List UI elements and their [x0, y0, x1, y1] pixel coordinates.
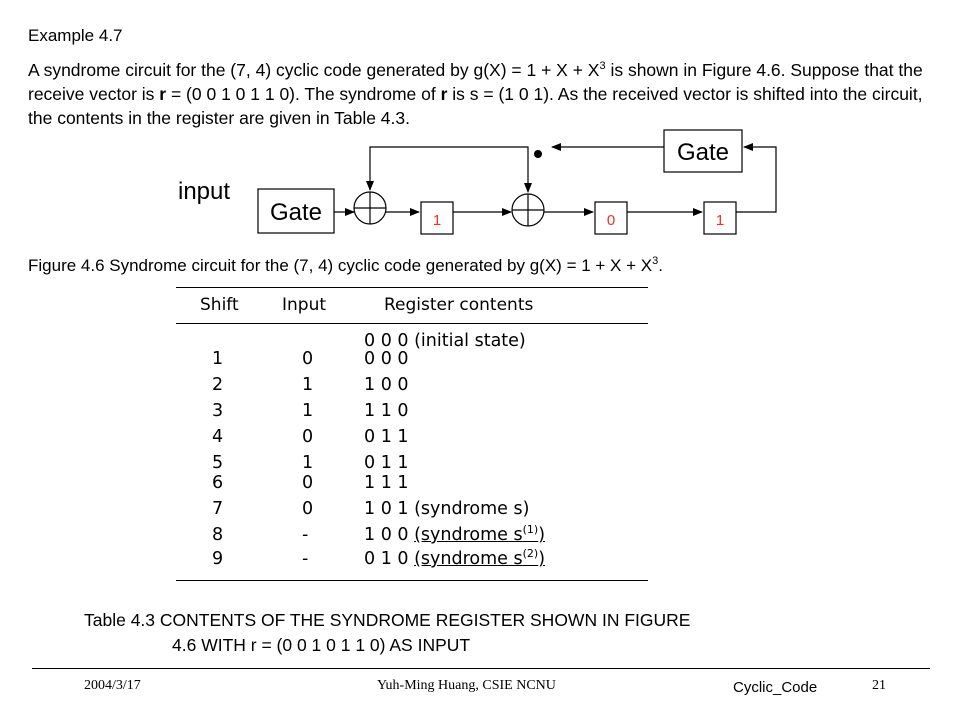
row-8-contents [364, 525, 545, 545]
table-bottom-rule [176, 580, 648, 581]
row-8-note-text: (syndrome s [414, 525, 523, 545]
row-3-shift: 3 [212, 401, 224, 421]
row-7-input: 0 [302, 499, 314, 519]
row-9-contents [364, 549, 545, 569]
footer-topic: Cyclic_Code [733, 679, 818, 696]
row-9-note-sup: (2) [522, 547, 539, 560]
row-2-shift: 2 [212, 375, 224, 395]
header-shift: Shift [200, 295, 239, 315]
row-7-shift: 7 [212, 499, 224, 519]
row-4-register-value: 0 1 1 [364, 427, 409, 447]
row-8-input: - [302, 525, 309, 545]
figure-caption-sup: 3 [652, 255, 659, 267]
figure-caption-text: Figure 4.6 Syndrome circuit for the (7, 4) cyclic code generated by g(X) = 1 + X + X [28, 256, 653, 275]
row-2-contents [364, 375, 409, 395]
row-4-shift: 4 [212, 427, 224, 447]
register-value-3: 1 [715, 212, 725, 229]
table-header-rule [176, 323, 648, 324]
footer-page-number: 21 [872, 678, 886, 693]
footer-date: 2004/3/17 [84, 678, 141, 693]
register-value-2: 0 [606, 212, 616, 229]
row-9-input: - [302, 549, 309, 569]
wire-junction-to-adder1 [370, 147, 528, 175]
row-9-note-close: ) [538, 549, 546, 569]
row-8-shift: 8 [212, 525, 224, 545]
row-2-register-value: 1 0 0 [364, 375, 409, 395]
row-5-contents [364, 453, 409, 473]
row-3-contents [364, 401, 409, 421]
initial-state: 0 0 0 (initial state) [364, 331, 526, 351]
row-1-input: 0 [302, 349, 314, 369]
row-3-register-value: 1 1 0 [364, 401, 409, 421]
row-1-shift: 1 [212, 349, 224, 369]
header-register-contents: Register contents [384, 295, 534, 315]
para-sup1: 3 [599, 60, 606, 72]
row-6-shift: 6 [212, 473, 224, 493]
row-7-contents [364, 499, 529, 519]
adder-1 [354, 192, 386, 224]
row-8-note [414, 525, 545, 545]
para-r2-bold: r [440, 84, 448, 104]
row-7-note-text: (syndrome s) [414, 499, 530, 519]
header-input: Input [282, 295, 327, 315]
row-1-register-value: 0 0 0 [364, 349, 409, 369]
adder-2 [512, 194, 544, 226]
table-caption-line1: Table 4.3 CONTENTS OF THE SYNDROME REGISTER SHOWN IN FIGURE [84, 610, 691, 630]
row-6-contents [364, 473, 409, 493]
row-8-note-close: ) [538, 525, 546, 545]
figure-caption [28, 256, 663, 276]
input-label: input [178, 178, 231, 205]
row-3-input: 1 [302, 401, 314, 421]
para-part2: is shown in Figure 4.6. Suppose that the receive vector is [28, 60, 923, 104]
row-6-input: 0 [302, 473, 314, 493]
row-8-note-sup: (1) [522, 523, 539, 536]
register-contents-table [176, 287, 648, 582]
para-part3: = (0 0 1 0 1 1 0). The syndrome of [166, 84, 441, 104]
row-5-register-value: 0 1 1 [364, 453, 409, 473]
footer-author: Yuh-Ming Huang, CSIE NCNU [377, 678, 556, 693]
table-caption [84, 608, 690, 658]
para-part4: is s = (1 0 1). As the received vector is shifted into the circuit, the contents in the register are given in Table 4.3. [28, 84, 923, 128]
register-value-1: 1 [432, 212, 442, 229]
row-1-contents [364, 349, 409, 369]
row-9-register-value: 0 1 0 [364, 549, 409, 569]
table-caption-line2: 4.6 WITH r = (0 0 1 0 1 1 0) AS INPUT [172, 635, 471, 655]
row-5-shift: 5 [212, 453, 224, 473]
row-7-register-value: 1 0 1 [364, 499, 409, 519]
row-4-input: 0 [302, 427, 314, 447]
junction-dot [534, 150, 542, 158]
row-9-note [414, 549, 545, 569]
example-title: Example 4.7 [28, 26, 123, 45]
para-r-bold: r [159, 84, 167, 104]
para-part1: A syndrome circuit for the (7, 4) cyclic code generated by g(X) = 1 + X + X [28, 60, 600, 80]
figure-caption-end: . [658, 256, 663, 275]
row-5-input: 1 [302, 453, 314, 473]
gate-right-label: Gate [676, 139, 730, 166]
table-top-rule [176, 287, 648, 288]
row-8-register-value: 1 0 0 [364, 525, 409, 545]
gate-left-label: Gate [269, 199, 323, 226]
row-6-register-value: 1 1 1 [364, 473, 409, 493]
row-9-note-text: (syndrome s [414, 549, 523, 569]
syndrome-circuit-diagram [0, 0, 960, 260]
row-9-shift: 9 [212, 549, 224, 569]
row-2-input: 1 [302, 375, 314, 395]
row-7-note [414, 499, 529, 519]
row-4-contents [364, 427, 409, 447]
footer-rule [32, 668, 930, 669]
